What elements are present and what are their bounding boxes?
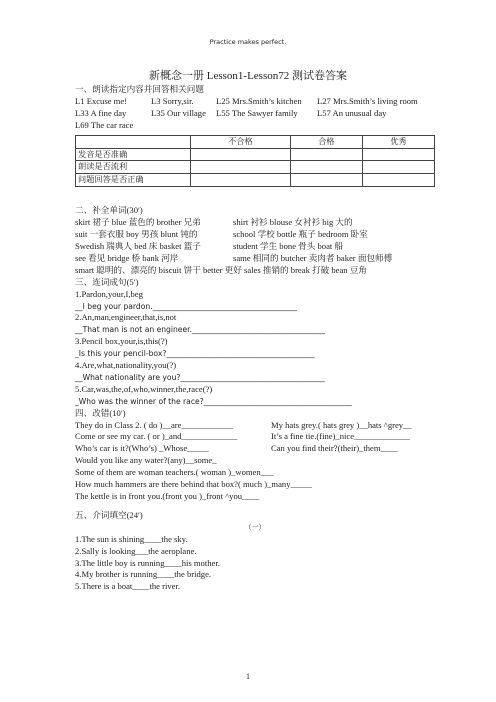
table-cell: 问题回答是否正确	[76, 174, 191, 187]
word-group: skirt 裙子 blue 蓝色的 brother 兄弟	[75, 217, 201, 228]
lesson-item: L27 Mrs.Smith’s living room	[317, 95, 418, 106]
fill-item: 4.My brother is running____the bridge.	[75, 569, 212, 580]
lesson-item: L1 Excuse me!	[75, 95, 128, 106]
lesson-item: L55 The Sawyer family	[216, 107, 298, 118]
answer: _Who was the winner of the race?_______________________________________	[75, 396, 352, 406]
lesson-item: L35 Our village	[151, 107, 206, 118]
fill-item: 3.The little boy is running____his mother.	[75, 557, 220, 568]
lesson-row	[75, 108, 435, 120]
table-header-row	[76, 135, 435, 148]
section1-heading: 一、朗读指定内容并回答相关问题	[75, 84, 204, 94]
word-group: Swedish 瑞典人 bed 床 basket 篮子	[75, 240, 201, 251]
word-line	[75, 241, 435, 253]
correction-line	[75, 443, 435, 455]
word-group: student 学生 bone 骨头 boat 船	[233, 240, 344, 251]
word-line	[75, 265, 435, 277]
word-group: see 看见 bridge 桥 bank 河岸	[75, 252, 179, 263]
question: 2.An,man,engineer,that,is,not	[75, 312, 177, 323]
table-row	[76, 161, 435, 174]
section4-heading: 四、改错(10′)	[75, 407, 126, 418]
correction-line: The kettle is in front you.(front you )_front ^you____	[75, 491, 260, 501]
table-cell	[362, 174, 434, 187]
answer: __What nationality are you?______________________________________	[75, 372, 325, 382]
question: 3.Pencil box,your,is,this(?)	[75, 336, 168, 347]
correction-item: Can you find their?(their)_them____	[271, 443, 398, 454]
section2-heading: 二、补全单词(30′)	[75, 205, 143, 216]
section3-heading: 三、连词成句(5′)	[75, 276, 139, 287]
correction-line: Some of them are woman teachers.( woman )_women___	[75, 467, 274, 478]
lesson-row	[75, 120, 435, 132]
fill-item: 5.There is a boat____the river.	[75, 581, 181, 592]
lesson-item: L3 Sorry,sir.	[151, 95, 194, 106]
answer: _Is this your pencil-box?_______________________________________	[75, 349, 315, 359]
question: 1.Pardon,your,I,beg	[75, 288, 143, 299]
word-line	[75, 253, 435, 265]
answer: __That man is not an engineer.___________________________________	[75, 325, 325, 335]
word-group: suit 一套衣服 boy 男孩 blunt 钝的	[75, 229, 198, 240]
section5-heading: 五、介词填空(24′)	[75, 509, 143, 520]
table-cell	[290, 161, 362, 174]
table-row	[76, 148, 435, 161]
page-header: Practice makes perfect.	[209, 38, 287, 46]
table-row	[76, 174, 435, 187]
table-cell	[290, 148, 362, 161]
question: 4.Are,what,nationality,you(?)	[75, 360, 177, 371]
word-line	[75, 229, 435, 241]
table-cell	[191, 161, 291, 174]
document-body	[75, 84, 435, 593]
lesson-item: L57 An unusual day	[317, 107, 387, 118]
correction-line	[75, 420, 435, 432]
fill-item: 1.The sun is shining____the sky.	[75, 533, 188, 544]
table-cell	[362, 161, 434, 174]
word-line	[75, 217, 435, 229]
table-header-cell	[76, 135, 191, 148]
document-title: 新概念一册 Lesson1-Lesson72 测试卷答案	[149, 70, 347, 82]
table-header-cell: 合格	[290, 135, 362, 148]
table-cell: 朗读是否流利	[76, 161, 191, 174]
word-group: same 相同的 butcher 卖肉者 baker 面包师傅	[233, 252, 393, 263]
correction-item: Who’s car is it?(Who’s) _Whose_____	[75, 443, 209, 454]
table-cell	[191, 148, 291, 161]
table-header-cell: 优秀	[362, 135, 434, 148]
table-cell	[191, 174, 291, 187]
correction-item: Come or see my car. ( or )_and_____________	[75, 431, 238, 442]
table-header-cell: 不合格	[191, 135, 291, 148]
table-cell	[362, 148, 434, 161]
page-number: 1	[246, 672, 250, 681]
word-group: shirt 衬衫 blouse 女衬衫 big 大的	[233, 217, 353, 228]
correction-item: It’s a fine tie.(fine)_nice_____________	[271, 431, 410, 442]
fill-item: 2.Sally is looking___the aeroplane.	[75, 545, 197, 556]
lesson-item: L69 The car race	[75, 119, 134, 130]
lesson-item: L33 A fine day	[75, 107, 127, 118]
lesson-item: L25 Mrs.Smith’s kitchen	[216, 95, 302, 106]
correction-line: How much hammers are there behind that box?( much )_many_____	[75, 479, 312, 490]
answer: __I beg your pardon.______________________________________	[75, 301, 297, 311]
section5-subheading: （一）	[244, 522, 266, 531]
word-group: school 学校 bottle 瓶子 bedroom 卧室	[233, 229, 368, 240]
question: 5.Car,was,the,of,who,winner,the,race(?)	[75, 383, 213, 394]
correction-line: Would you like any water?(any)__some_	[75, 455, 217, 466]
correction-line	[75, 431, 435, 443]
table-cell: 发音是否准确	[76, 148, 191, 161]
lesson-row	[75, 96, 435, 108]
correction-item: My hats grey.( hats grey )__hats ^grey__	[271, 419, 412, 430]
table-cell	[290, 174, 362, 187]
word-group: smart 聪明的、漂亮的 biscuit 饼干 better 更好 sales 推销的 break 打破 bean 豆角	[75, 264, 367, 275]
score-table	[75, 135, 435, 188]
correction-item: They do in Class 2. ( do )__are____________	[75, 419, 234, 430]
